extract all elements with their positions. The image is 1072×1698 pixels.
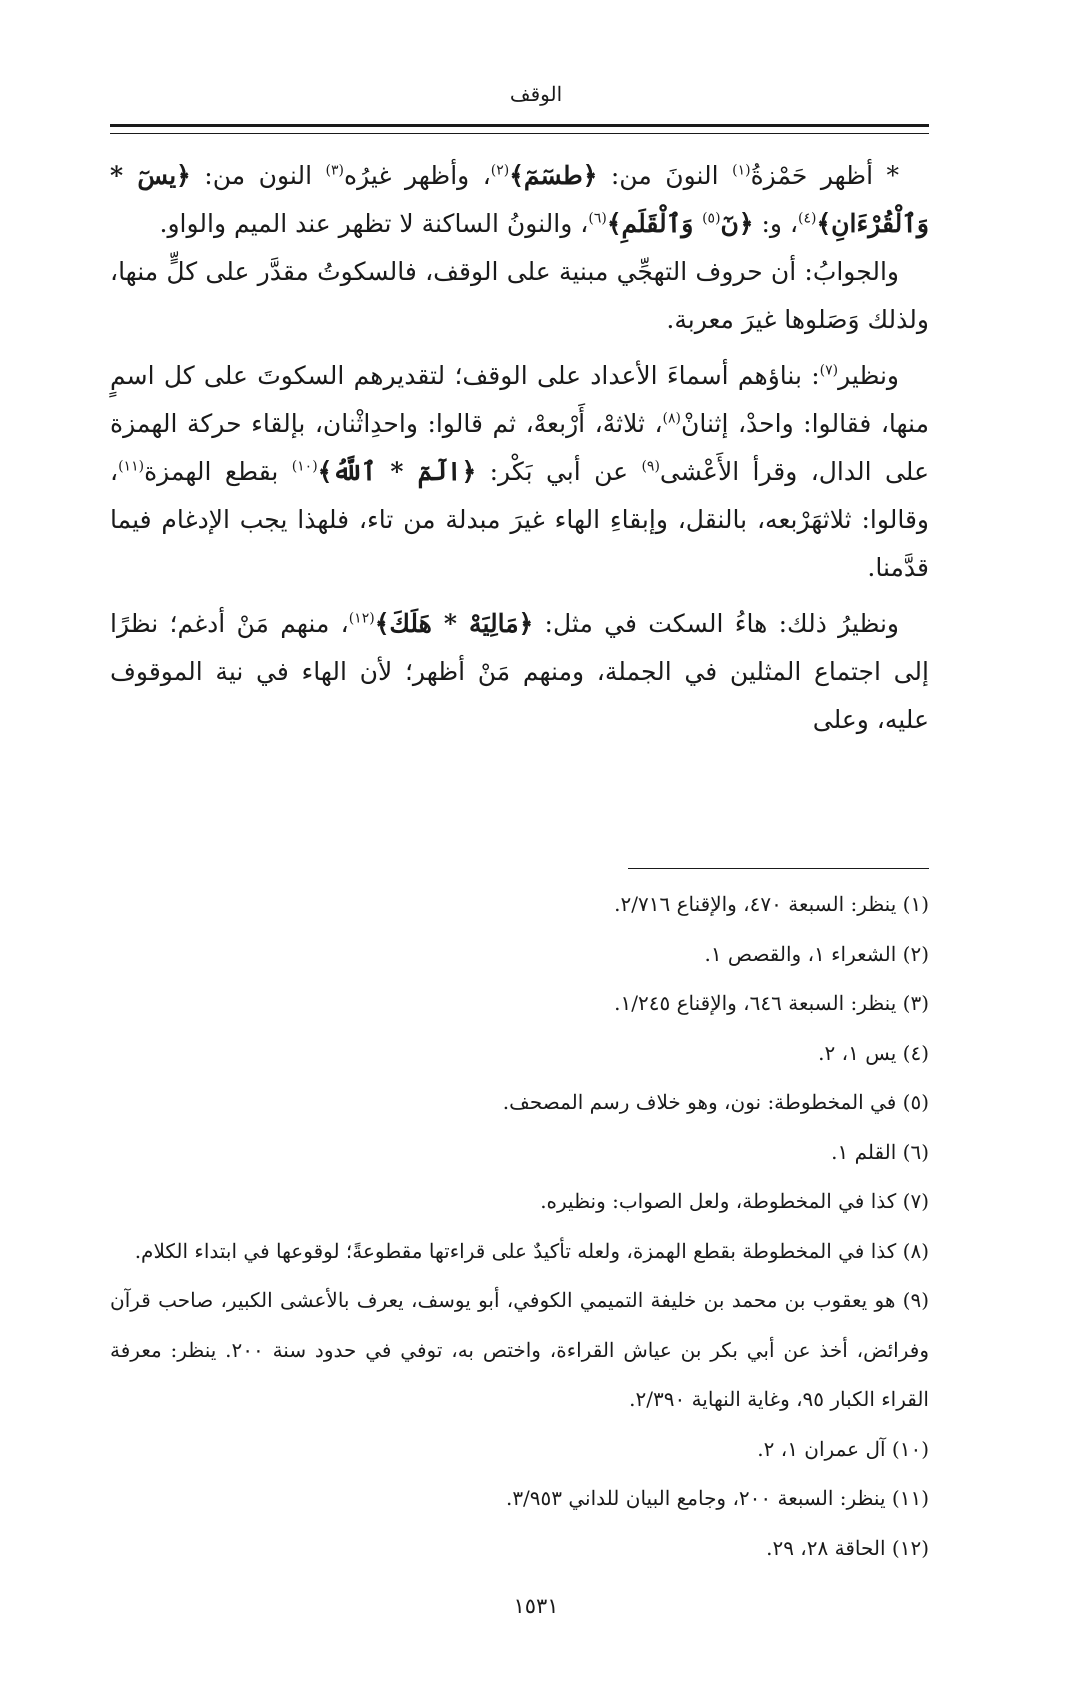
header-rule-thin: [110, 133, 929, 134]
quran-quote: ﴿طسٓمٓ﴾: [509, 161, 598, 190]
main-text: [110, 152, 929, 744]
footnote-ref[interactable]: (٣): [325, 162, 344, 179]
paragraph-2: والجوابُ: أن حروف التهجِّي مبنية على الوقف، فالسكوتُ مقدَّر على كلٍّ منها، ولذلك وَصَلوها غيرَ معربة.: [110, 257, 929, 334]
footnote-ref[interactable]: (٧): [819, 362, 839, 379]
footnote: (١١) ينظر: السبعة ٢٠٠، وجامع البيان للداني ٣/٩٥٣.: [505, 1486, 929, 1510]
footnote-ref[interactable]: (١٠): [291, 458, 318, 475]
quran-quote: ﴿نٓ: [720, 209, 754, 238]
footnote-ref[interactable]: (٢): [490, 162, 510, 179]
footnote: (٢) الشعراء ١، والقصص ١.: [704, 941, 929, 966]
footnote-ref[interactable]: (٤): [798, 210, 817, 227]
footnote: (٥) في المخطوطة: نون، وهو خلاف رسم المصحف.: [502, 1090, 929, 1114]
footnote: (١) ينظر: السبعة ٤٧٠، والإقناع ٢/٧١٦.: [614, 892, 929, 916]
footnote: (١٢) الحاقة ٢٨، ٢٩.: [766, 1535, 929, 1560]
footnote: (٦) القلم ١.: [831, 1139, 929, 1164]
running-header: الوقف: [509, 82, 563, 106]
quran-quote: ﴿يسٓ * وَٱلْقُرْءَانِ﴾: [110, 161, 929, 238]
footnote-ref[interactable]: (٨): [662, 410, 682, 427]
footnote: (٨) كذا في المخطوطة بقطع الهمزة، ولعله تأكيدٌ على قراءتها مقطوعةً؛ لوقوعها في ابتداء الكلام.: [134, 1238, 929, 1263]
footnote-ref[interactable]: (١٢): [348, 610, 375, 627]
page-number: ١٥٣١: [513, 1594, 559, 1618]
paragraph-1: * أظهر حَمْزةُ$^{(١)}$ النونَ من: ﴿طسٓمٓ﴾$^{(٢)}$، وأظهر غيرُه$^{(٣)}$ النون من: ﴿يسٓ * وَٱلْقُرْءَانِ﴾$^{(٤)}$، و: ﴿نٓ$^{(٥)}$ وَٱلْقَلَمِ﴾$^{(٦)}$، والنونُ الساكنة لا تظهر عند الميم والواو.: [110, 161, 929, 238]
footnote-ref[interactable]: (٥): [702, 210, 721, 227]
paragraph-3: ونظير$^{(٧)}$: بناؤهم أسماءَ الأعداد على الوقف؛ لتقديرهم السكوتَ على كل اسمٍ منها، فقالوا: واحدْ، إثنانْ$^{(٨)}$، ثلاثهْ، أَرْبعهْ، ثم قالوا: واحدِاثْنان، بإلقاء حركة الهمزة على الدال، وقرأ الأَعْشى$^{(٩)}$ عن أبي بَكْر: ﴿الٓمٓ * ٱللَّهُ﴾$^{(١٠)}$ بقطع الهمزة$^{(١١)}$، وقالوا: ثلاثهَرْبعه، بالنقل، وإبقاءِ الهاء غيرَ مبدلة من تاء، فلهذا يجب الإدغام فيما قدَّمنا.: [110, 361, 929, 582]
quran-quote: ﴿الٓمٓ * ٱللَّهُ﴾: [317, 457, 477, 486]
footnote-separator: [628, 868, 929, 869]
footnote: (٧) كذا في المخطوطة، ولعل الصواب: ونظيره.: [540, 1189, 929, 1213]
quran-quote: ﴿مَالِيَهْ * هَلَكَ﴾: [374, 609, 534, 638]
footnote-ref[interactable]: (١): [732, 162, 751, 179]
footnote-ref[interactable]: (٦): [588, 210, 607, 227]
footnote: (٩) هو يعقوب بن محمد بن خليفة التميمي الكوفي، أبو يوسف، يعرف بالأعشى الكبير، صاحب قرآن وفرائض، أخذ عن أبي بكر بن عياش القراءة، واختص به، توفي في حدود سنة ٢٠٠. ينظر: معرفة القراء الكبار ٩٥، وغاية النهاية ٢/٣٩٠.: [110, 1288, 929, 1411]
footnotes: [110, 880, 929, 1573]
footnote: (١٠) آل عمران ١، ٢.: [757, 1436, 929, 1461]
footnote: (٤) يس ١، ٢.: [818, 1040, 929, 1065]
footnote-ref[interactable]: (٩): [641, 458, 660, 475]
footnote-ref[interactable]: (١١): [118, 458, 145, 475]
paragraph-4: ونظيرُ ذلك: هاءُ السكت في مثل: ﴿مَالِيَهْ * هَلَكَ﴾$^{(١٢)}$، منهم مَنْ أدغم؛ نظرًا إلى اجتماع المثلين في الجملة، ومنهم مَنْ أظهر؛ لأن الهاء في نية الموقوف عليه، وعلى: [110, 609, 929, 734]
header-rule-thick: [110, 124, 929, 127]
quran-quote: وَٱلْقَلَمِ﴾: [606, 209, 703, 238]
footnote: (٣) ينظر: السبعة ٦٤٦، والإقناع ١/٢٤٥.: [614, 991, 929, 1015]
